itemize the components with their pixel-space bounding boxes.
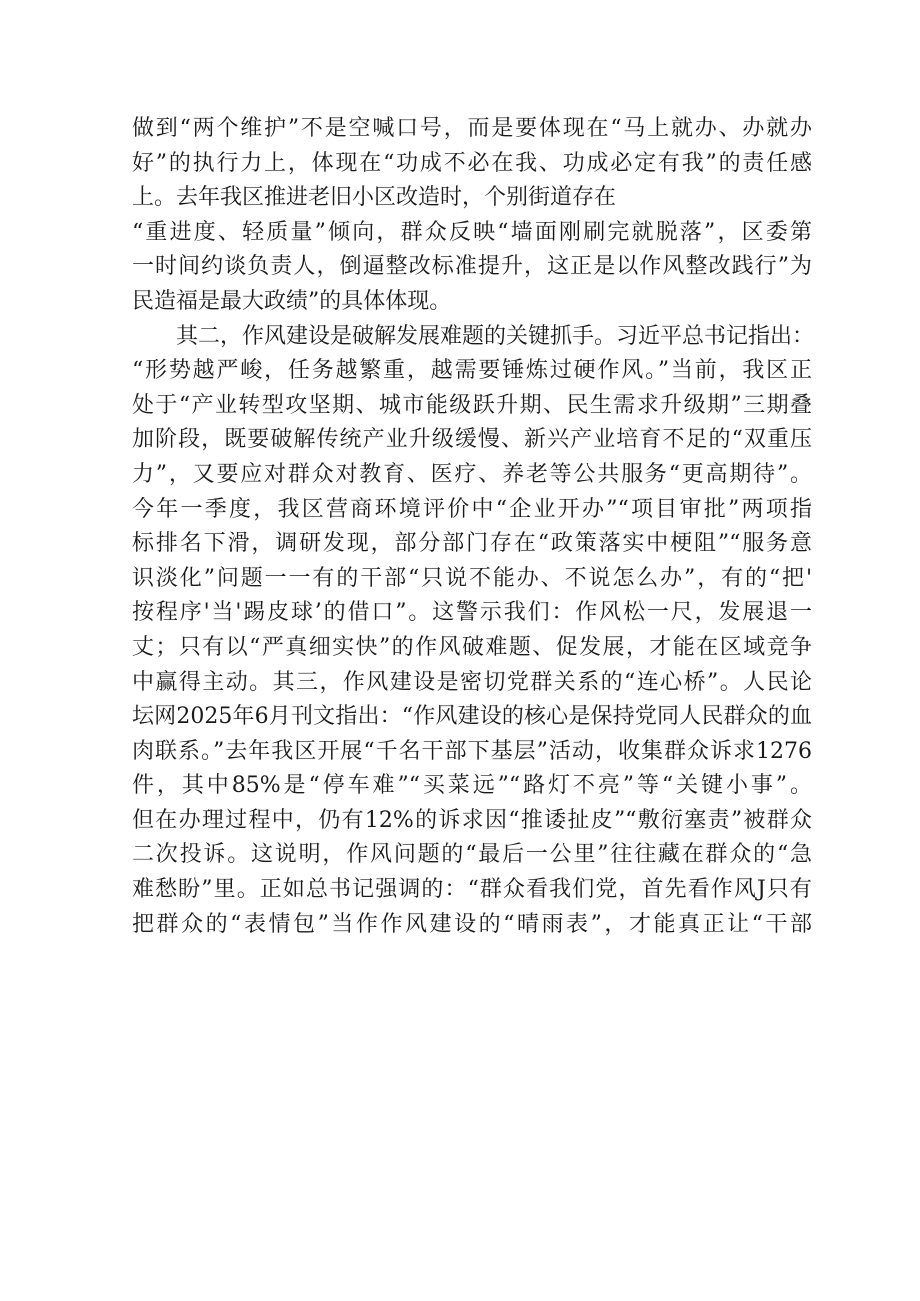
text-line: 加阶段，既要破解传统产业升级缓慢、新兴产业培育不足的“双重压 — [132, 427, 812, 453]
text-line: 上。去年我区推进老旧小区改造时，个别街道存在 — [132, 185, 617, 211]
text-line: 丈；只有以“严真细实快”的作风破难题、促发展，才能在区域竞争 — [132, 634, 812, 660]
text-line: 但在办理过程中，仍有12%的诉求因“推诿扯皮”“敷衍塞责”被群众 — [132, 807, 812, 833]
text-line: 中赢得主动。其三，作风建设是密切党群关系的“连心桥”。人民论 — [132, 669, 812, 695]
text-line: 处于“产业转型攻坚期、城市能级跃升期、民生需求升级期”三期叠 — [132, 392, 812, 418]
text-line: 按程序'当'踢皮球’的借口”。这警示我们：作风松一尺，发展退一 — [132, 600, 812, 626]
body-text — [132, 112, 815, 942]
text-line: 件，其中85%是“停车难”“买菜远”“路灯不亮”等“关键小事”。 — [132, 773, 812, 799]
text-line: 做到“两个维护”不是空喊口号，而是要体现在“马上就办、办就办 — [132, 116, 812, 141]
text-line: 难愁盼”里。正如总书记强调的：“群众看我们党，首先看作风J只有 — [132, 877, 812, 903]
text-line: 肉联系。”去年我区开展“千名干部下基层”活动，收集群众诉求1276 — [132, 738, 812, 764]
text-line: 识淡化”问题一一有的干部“只说不能办、不说怎么办”，有的“把' — [132, 565, 812, 591]
text-line: “重进度、轻质量”倾向，群众反映“墙面刚刷完就脱落”，区委第 — [132, 219, 812, 245]
text-line: “形势越严峻，任务越繁重，越需要锤炼过硬作风。”当前，我区正 — [132, 358, 812, 384]
text-line: 力”，又要应对群众对教育、医疗、养老等公共服务“更高期待”。 — [132, 461, 812, 487]
text-line: 其二，作风建设是破解发展难题的关键抓手。习近平总书记指出： — [176, 323, 815, 349]
text-line: 二次投诉。这说明，作风问题的“最后一公里”往往藏在群众的“急 — [132, 842, 812, 868]
text-line: 好”的执行力上，体现在“功成不必在我、功成必定有我”的责任感 — [132, 150, 812, 176]
text-line: 民造福是最大政绩”的具体体现。 — [132, 288, 452, 314]
text-line: 标排名下滑，调研发现，部分部门存在“政策落实中梗阻”“服务意 — [132, 531, 812, 557]
text-line: 坛网2025年6月刊文指出：“作风建设的核心是保持党同人民群众的血 — [132, 704, 812, 730]
text-line: 一时间约谈负责人，倒逼整改标准提升，这正是以作风整改践行”为 — [132, 254, 812, 280]
text-line: 今年一季度，我区营商环境评价中“企业开办”“项目审批”两项指 — [132, 496, 812, 522]
text-line: 把群众的“表情包”当作作风建设的“晴雨表”，才能真正让“干部 — [132, 911, 812, 937]
